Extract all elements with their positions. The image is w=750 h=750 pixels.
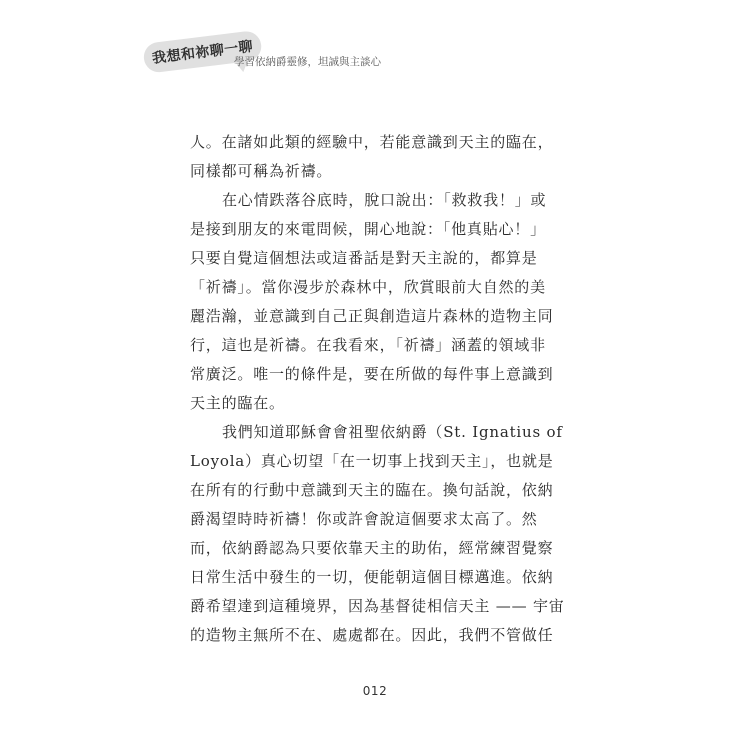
page-number: 012 (362, 684, 388, 698)
text-line: 常廣泛。唯一的條件是，要在所做的每件事上意識到 (190, 365, 554, 383)
text-line: 而，依納爵認為只要依靠天主的助佑，經常練習覺察 (190, 539, 554, 557)
paragraph-start-line: 我們知道耶穌會會祖聖依納爵（St. Ignatius of (222, 423, 563, 441)
text-line: 行，這也是祈禱。在我看來，「祈禱」涵蓋的領域非 (190, 336, 546, 354)
text-line: 「祈禱」。當你漫步於森林中，欣賞眼前大自然的美 (190, 278, 546, 296)
text-line: 爵希望達到這種境界，因為基督徒相信天主 —— 宇宙 (190, 597, 565, 615)
text-line: 同樣都可稱為祈禱。 (190, 162, 333, 180)
text-line: 人。在諸如此類的經驗中，若能意識到天主的臨在， (190, 133, 554, 151)
running-header-title: 學習依納爵靈修，坦誠與主談心 (234, 56, 381, 68)
text-line: 爵渴望時時祈禱！你或許會說這個要求太高了。然 (190, 510, 538, 528)
paragraph-start-line: 在心情跌落谷底時，脫口說出：「救救我！」或 (222, 191, 547, 209)
text-line: 在所有的行動中意識到天主的臨在。換句話說，依納 (190, 481, 554, 499)
running-header (140, 40, 560, 80)
chapter-badge-text: 我想和祢聊一聊 (151, 38, 255, 67)
body-text (190, 128, 565, 650)
text-line: 麗浩瀚，並意識到自己正與創造這片森林的造物主同 (190, 307, 554, 325)
text-line: 是接到朋友的來電問候，開心地說：「他真貼心！」 (190, 220, 546, 238)
text-line: 天主的臨在。 (190, 394, 285, 412)
text-line: 的造物主無所不在、處處都在。因此，我們不管做任 (190, 626, 554, 644)
text-line: Loyola）真心切望「在一切事上找到天主」，也就是 (190, 452, 554, 470)
text-line: 只要自覺這個想法或這番話是對天主說的，都算是 (190, 249, 538, 267)
text-line: 日常生活中發生的一切，便能朝這個目標邁進。依納 (190, 568, 554, 586)
